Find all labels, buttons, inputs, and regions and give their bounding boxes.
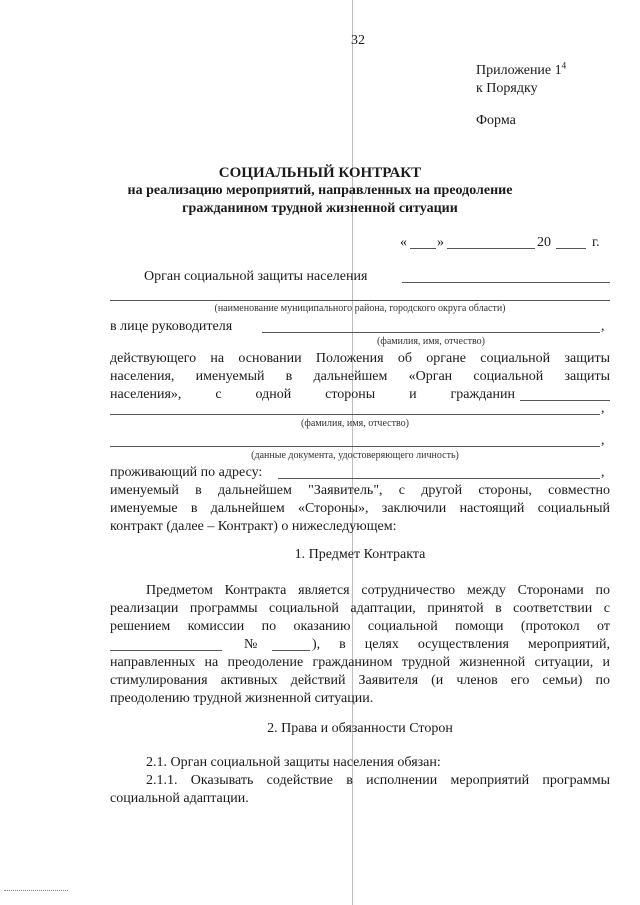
fio-caption-1: (фамилия, имя, отчество) <box>377 336 485 347</box>
citizen-comma: , <box>601 401 605 416</box>
authority-name-field[interactable] <box>402 282 610 283</box>
form-label: Форма <box>476 113 516 128</box>
section1-line-4: ), в целях осуществления мероприятий, <box>312 637 610 652</box>
applicant-line-1: именуемый в дальнейшем "Заявитель", с другой стороны, совместно <box>110 483 610 498</box>
address-comma: , <box>601 465 605 480</box>
date-year-suffix: г. <box>592 235 600 250</box>
section1-line-1: Предметом Контракта является сотрудничество между Сторонами по <box>146 583 610 598</box>
document-comma: , <box>601 433 605 448</box>
section1-line-3: решением комиссии по оказанию социальной помощи (протокол от <box>110 619 610 634</box>
section1-line-2: реализации программы социальной адаптации, принятой в соответствии с <box>110 601 610 616</box>
basis-line-1: действующего на основании Положения об органе социальной защиты <box>110 351 610 366</box>
appendix-sup: 4 <box>561 60 567 71</box>
fio-caption-2: (фамилия, имя, отчество) <box>301 418 409 429</box>
date-month-field[interactable] <box>447 248 535 249</box>
basis-line-2: населения, именуемый в дальнейшем «Орган социальной защиты <box>110 369 610 384</box>
section2-paragraph-1: 2.1. Орган социальной защиты населения обязан: <box>146 755 441 770</box>
date-year-field[interactable] <box>556 248 586 249</box>
date-open-quote: « <box>400 235 407 250</box>
section1-line-6: стимулирования активных действий Заявителя (и членов его семьи) по <box>110 673 610 688</box>
authority-name-field-line2[interactable] <box>110 300 610 301</box>
address-label: проживающий по адресу: <box>110 465 263 480</box>
address-field[interactable] <box>278 478 600 479</box>
document-caption: (данные документа, удостоверяющего личность) <box>251 450 459 461</box>
section1-line-7: преодолению трудной жизненной ситуации. <box>110 691 374 706</box>
document-subtitle-1: на реализацию мероприятий, направленных на преодоление <box>127 183 513 198</box>
section1-heading: 1. Предмет Контракта <box>294 547 426 562</box>
section2-heading: 2. Права и обязанности Сторон <box>267 721 453 736</box>
citizen-fio-field[interactable] <box>110 414 600 415</box>
citizen-field[interactable] <box>520 400 610 401</box>
section1-line-5: направленных на преодоление гражданином трудной жизненной ситуации, и <box>110 655 610 670</box>
protocol-date-field[interactable] <box>110 650 222 651</box>
appendix-label <box>476 62 566 80</box>
date-year-prefix: 20 <box>537 235 551 250</box>
date-day-field[interactable] <box>410 248 436 249</box>
page-number: 32 <box>351 33 365 48</box>
document-title: СОЦИАЛЬНЫЙ КОНТРАКТ <box>218 165 422 181</box>
head-fio-field[interactable] <box>262 332 600 333</box>
section2-paragraph-2-line-1: 2.1.1. Оказывать содействие в исполнении мероприятий программы <box>146 773 610 788</box>
municipality-caption: (наименование муниципального района, городского округа области) <box>214 303 506 314</box>
protocol-number-field[interactable] <box>272 650 310 651</box>
appendix-line2: к Порядку <box>476 81 538 96</box>
protocol-number-sign: № <box>244 637 258 652</box>
applicant-line-2: именуемые в дальнейшем «Стороны», заключили настоящий социальный <box>110 501 610 516</box>
section2-paragraph-2-line-2: социальной адаптации. <box>110 791 249 806</box>
basis-line-3: населения», с одной стороны и гражданин <box>110 387 515 402</box>
date-close-quote: » <box>437 235 444 250</box>
appendix-main: Приложение 1 <box>476 63 562 78</box>
document-data-field[interactable] <box>110 446 600 447</box>
head-label: в лице руководителя <box>110 319 233 334</box>
authority-label: Орган социальной защиты населения <box>144 269 368 284</box>
head-comma: , <box>601 319 605 334</box>
scan-edge-mark <box>4 890 68 891</box>
document-subtitle-2: гражданином трудной жизненной ситуации <box>182 201 458 216</box>
applicant-line-3: контракт (далее – Контракт) о нижеследующем: <box>110 519 397 534</box>
